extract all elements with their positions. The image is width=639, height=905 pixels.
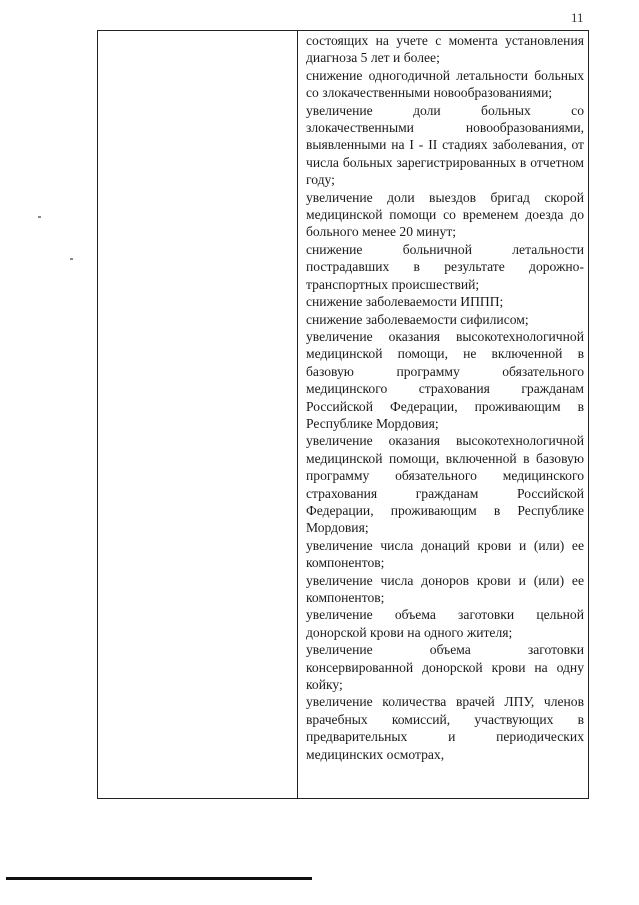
list-item: увеличение объема заготовки цельной донорской крови на одного жителя; <box>306 607 584 640</box>
document-table <box>97 30 589 799</box>
list-item: увеличение оказания высокотехнологичной медицинской помощи, включенной в базовую программу обязательного медицинского страхования гражданам Российской Федерации, проживающим в Республике Мордовия; <box>306 433 584 536</box>
indicators-cell <box>298 31 589 799</box>
scan-speck <box>70 258 73 260</box>
list-item: снижение заболеваемости сифилисом; <box>306 311 529 327</box>
list-item: увеличение оказания высокотехнологичной медицинской помощи, не включенной в базовую программу обязательного медицинского страхования гражданам Российской Федерации, проживающим в Республике Мордовия; <box>306 328 584 431</box>
list-item: снижение одногодичной летальности больных со злокачественными новообразованиями; <box>306 67 584 101</box>
empty-left-cell <box>98 31 298 799</box>
list-item: состоящих на учете с момента установления диагноза 5 лет и более; <box>306 33 584 66</box>
list-item: увеличение доли выездов бригад скорой медицинской помощи со временем доезда до больного менее 20 минут; <box>306 189 584 240</box>
list-item: снижение больничной летальности пострадавших в результате дорожно-транспортных происшествий; <box>306 241 584 292</box>
table-row <box>98 31 589 799</box>
list-item: увеличение доли больных со злокачественными новообразованиями, выявленными на I - II стадиях заболевания, от числа больных зарегистрированных в отчетном году; <box>306 102 584 188</box>
page-number: 11 <box>571 10 584 25</box>
list-item: увеличение объема заготовки консервированной донорской крови на одну койку; <box>306 642 584 693</box>
list-item: увеличение количества врачей ЛПУ, членов врачебных комиссий, участвующих в предварительных и периодических медицинских осмотрах, <box>306 694 584 762</box>
list-item: снижение заболеваемости ИППП; <box>306 294 504 310</box>
scan-edge-bar <box>6 877 312 880</box>
list-item: увеличение числа доноров крови и (или) ее компонентов; <box>306 572 584 605</box>
scan-speck <box>38 216 41 218</box>
list-item: увеличение числа донаций крови и (или) ее компонентов; <box>306 537 584 571</box>
